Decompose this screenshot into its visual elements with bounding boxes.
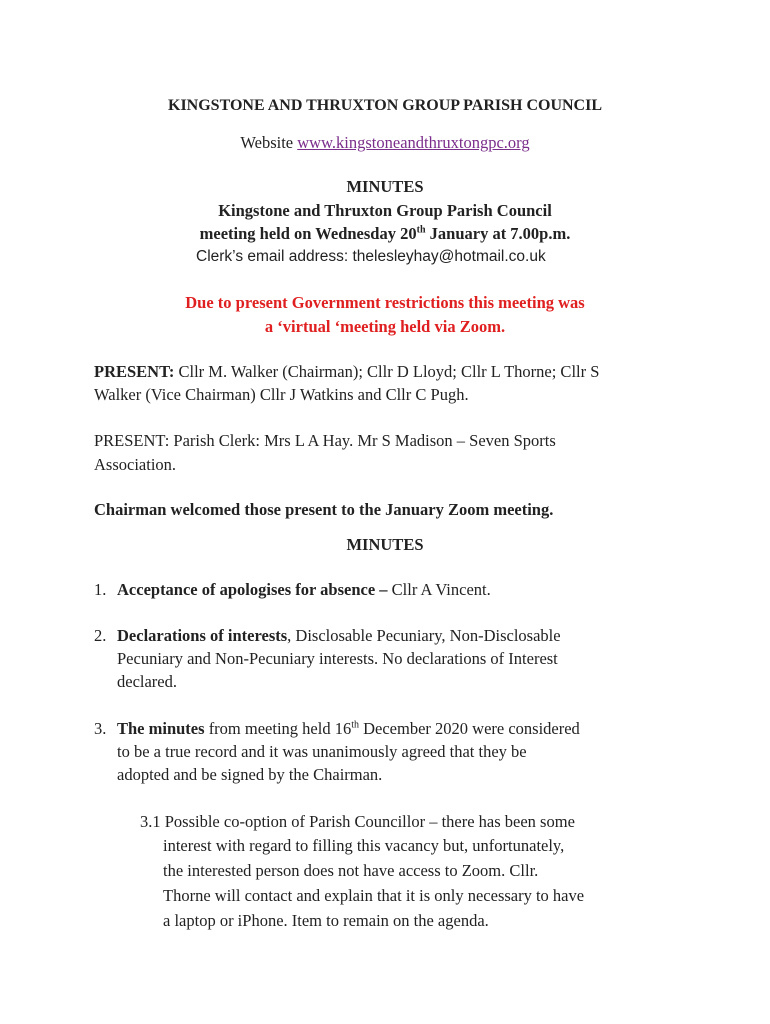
notice-line-2: a ‘virtual ‘meeting held via Zoom. bbox=[264, 317, 506, 336]
item-3-title: The minutes bbox=[117, 719, 205, 738]
website-line bbox=[0, 131, 770, 155]
meeting-date-suffix: January at 7.00p.m. bbox=[425, 224, 571, 243]
item-3-number: 3. bbox=[94, 719, 107, 738]
meeting-date-prefix: meeting held on Wednesday 20 bbox=[199, 224, 417, 243]
website-link[interactable]: www.kingstoneandthruxtongpc.org bbox=[297, 133, 530, 152]
meeting-date-sup: th bbox=[416, 224, 426, 236]
item-1-line-1 bbox=[117, 578, 491, 602]
item-1-number: 1. bbox=[94, 580, 107, 599]
item-3-text-pre: from meeting held 16 bbox=[204, 719, 352, 738]
present-others-line-2: Association. bbox=[94, 455, 177, 474]
present-others-line-1: PRESENT: Parish Clerk: Mrs L A Hay. Mr S Madison – Seven Sports bbox=[94, 431, 556, 450]
item-2-title: Declarations of interests bbox=[117, 626, 288, 645]
item-2-line-3: declared. bbox=[117, 672, 177, 691]
present-councillors-line-1 bbox=[94, 360, 599, 384]
item-1-text: Cllr A Vincent. bbox=[387, 580, 491, 599]
item-1-title: Acceptance of apologises for absence – bbox=[117, 580, 388, 599]
subitem-line-4: Thorne will contact and explain that it is only necessary to have bbox=[163, 886, 585, 905]
subitem-line-1: 3.1 Possible co-option of Parish Councillor – there has been some bbox=[140, 812, 575, 831]
subitem-line-3: the interested person does not have access to Zoom. Cllr. bbox=[163, 861, 539, 880]
council-title: KINGSTONE AND THRUXTON GROUP PARISH COUNCIL bbox=[168, 97, 602, 114]
item-2-line-2: Pecuniary and Non-Pecuniary interests. No declarations of Interest bbox=[117, 649, 558, 668]
item-2-text-1: , Disclosable Pecuniary, Non-Disclosable bbox=[287, 626, 561, 645]
subitem-line-5: a laptop or iPhone. Item to remain on the agenda. bbox=[163, 911, 489, 930]
item-3-line-1 bbox=[117, 717, 580, 741]
item-3-sup: th bbox=[351, 719, 359, 731]
present-councillors-line-2: Walker (Vice Chairman) Cllr J Watkins and Cllr C Pugh. bbox=[94, 385, 469, 404]
minutes-heading: MINUTES bbox=[346, 177, 424, 196]
item-2-line-1 bbox=[117, 624, 561, 648]
minutes-heading-2: MINUTES bbox=[346, 535, 424, 554]
present-label: PRESENT: bbox=[94, 362, 175, 381]
item-3-line-2: to be a true record and it was unanimously agreed that they be bbox=[117, 742, 527, 761]
item-2-number: 2. bbox=[94, 626, 107, 645]
subitem-line-2: interest with regard to filling this vacancy but, unfortunately, bbox=[163, 836, 565, 855]
present-councillors-text-1: Cllr M. Walker (Chairman); Cllr D Lloyd; Cllr L Thorne; Cllr S bbox=[174, 362, 600, 381]
item-3-line-3: adopted and be signed by the Chairman. bbox=[117, 765, 383, 784]
clerk-email-line: Clerk’s email address: thelesleyhay@hotmail.co.uk bbox=[196, 248, 546, 265]
website-label: Website bbox=[240, 133, 294, 152]
welcome-line: Chairman welcomed those present to the January Zoom meeting. bbox=[94, 500, 554, 519]
item-3-text-post: December 2020 were considered bbox=[358, 719, 580, 738]
meeting-date-line bbox=[0, 222, 770, 246]
council-name: Kingstone and Thruxton Group Parish Council bbox=[218, 201, 552, 220]
notice-line-1: Due to present Government restrictions this meeting was bbox=[185, 293, 585, 312]
